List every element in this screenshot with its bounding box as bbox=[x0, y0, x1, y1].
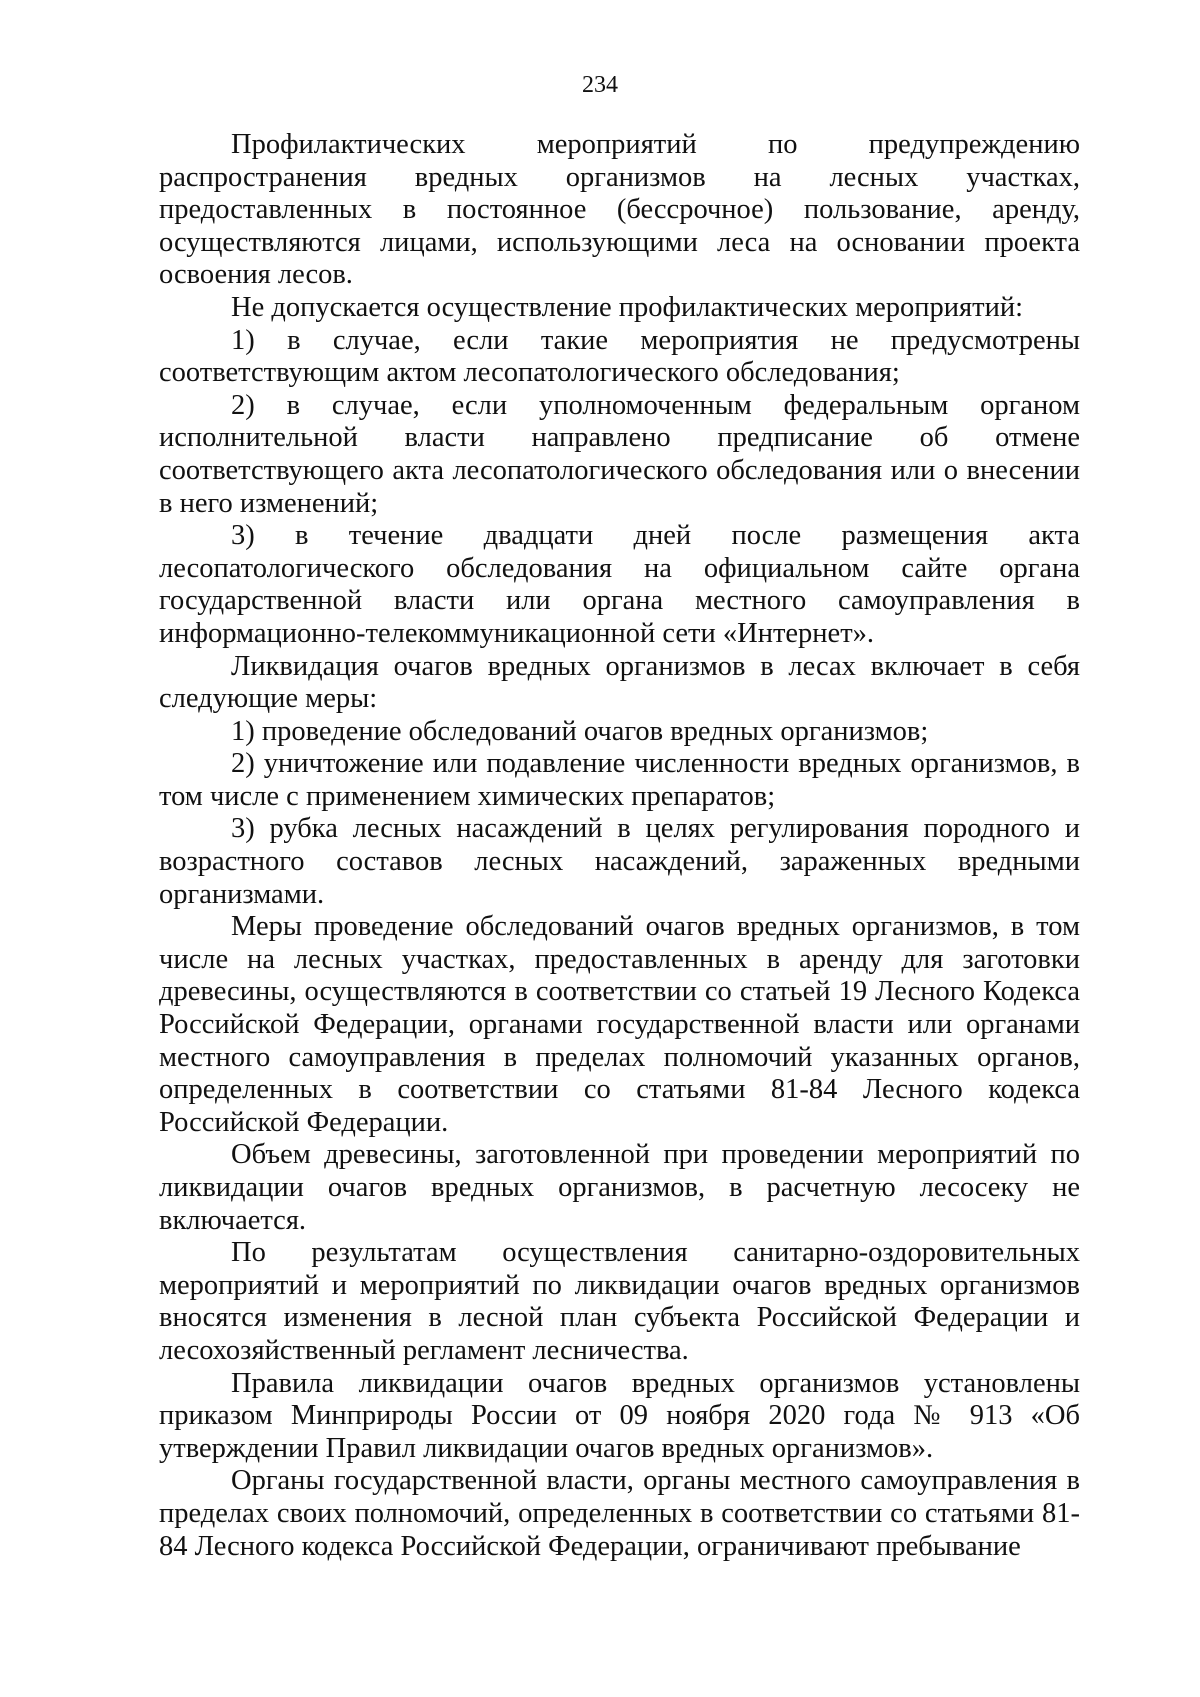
list-item-not-allowed-2: 2) в случае, если уполномоченным федеральным органом исполнительной власти направлено предписание об отмене соответствующего акта лесопатологического обследования или о внесении в него изменений; bbox=[159, 389, 1080, 519]
list-item-liquidation-3: 3) рубка лесных насаждений в целях регулирования породного и возрастного составов лесных насаждений, зараженных вредными организмами. bbox=[159, 813, 1080, 910]
list-item-not-allowed-1: 1) в случае, если такие мероприятия не предусмотрены соответствующим актом лесопатологического обследования; bbox=[159, 324, 1080, 389]
paragraph-liquidation-measures: Ликвидация очагов вредных организмов в лесах включает в себя следующие меры: bbox=[159, 650, 1080, 715]
paragraph-not-allowed: Не допускается осуществление профилактических мероприятий: bbox=[231, 291, 1024, 323]
list-item-liquidation-1: 1) проведение обследований очагов вредных организмов; bbox=[231, 715, 929, 747]
paragraph-authorities-restrictions: Органы государственной власти, органы местного самоуправления в пределах своих полномочий, определенных в соответствии со статьями 81-84 Лесного кодекса Российской Федерации, ограничивают пребывание bbox=[159, 1465, 1080, 1562]
paragraph-prevention-measures: Профилактических мероприятий по предупреждению распространения вредных организмов на лесных участках, предоставленных в постоянное (бессрочное) пользование, аренду, осуществляются лицами, использующими леса на основании проекта освоения лесов. bbox=[159, 129, 1080, 291]
paragraph-timber-volume: Объем древесины, заготовленной при проведении мероприятий по ликвидации очагов вредных организмов, в расчетную лесосеку не включается. bbox=[159, 1139, 1080, 1236]
paragraph-survey-measures: Меры проведение обследований очагов вредных организмов, в том числе на лесных участках, предоставленных в аренду для заготовки древесины, осуществляются в соответствии со статьей 19 Лесного Кодекса Российской Федерации, органами государственной власти или органами местного самоуправления в пределах полномочий указанных органов, определенных в соответствии со статьями 81-84 Лесного кодекса Российской Федерации. bbox=[159, 911, 1080, 1138]
list-item-not-allowed-3: 3) в течение двадцати дней после размещения акта лесопатологического обследования на официальном сайте органа государственной власти или органа местного самоуправления в информационно-телекоммуникационной сети «Интернет». bbox=[159, 520, 1080, 649]
list-item-liquidation-2: 2) уничтожение или подавление численности вредных организмов, в том числе с применением химических препаратов; bbox=[159, 748, 1080, 812]
paragraph-liquidation-rules: Правила ликвидации очагов вредных организмов установлены приказом Минприроды России от 09 ноября 2020 года № 913 «Об утверждении Правил ликвидации очагов вредных организмов». bbox=[159, 1367, 1080, 1464]
page-number: 234 bbox=[582, 72, 618, 98]
document-body bbox=[159, 129, 1080, 1563]
paragraph-forest-plan-changes: По результатам осуществления санитарно-оздоровительных мероприятий и мероприятий по ликвидации очагов вредных организмов вносятся изменения в лесной план субъекта Российской Федерации и лесохозяйственный регламент лесничества. bbox=[159, 1237, 1080, 1366]
